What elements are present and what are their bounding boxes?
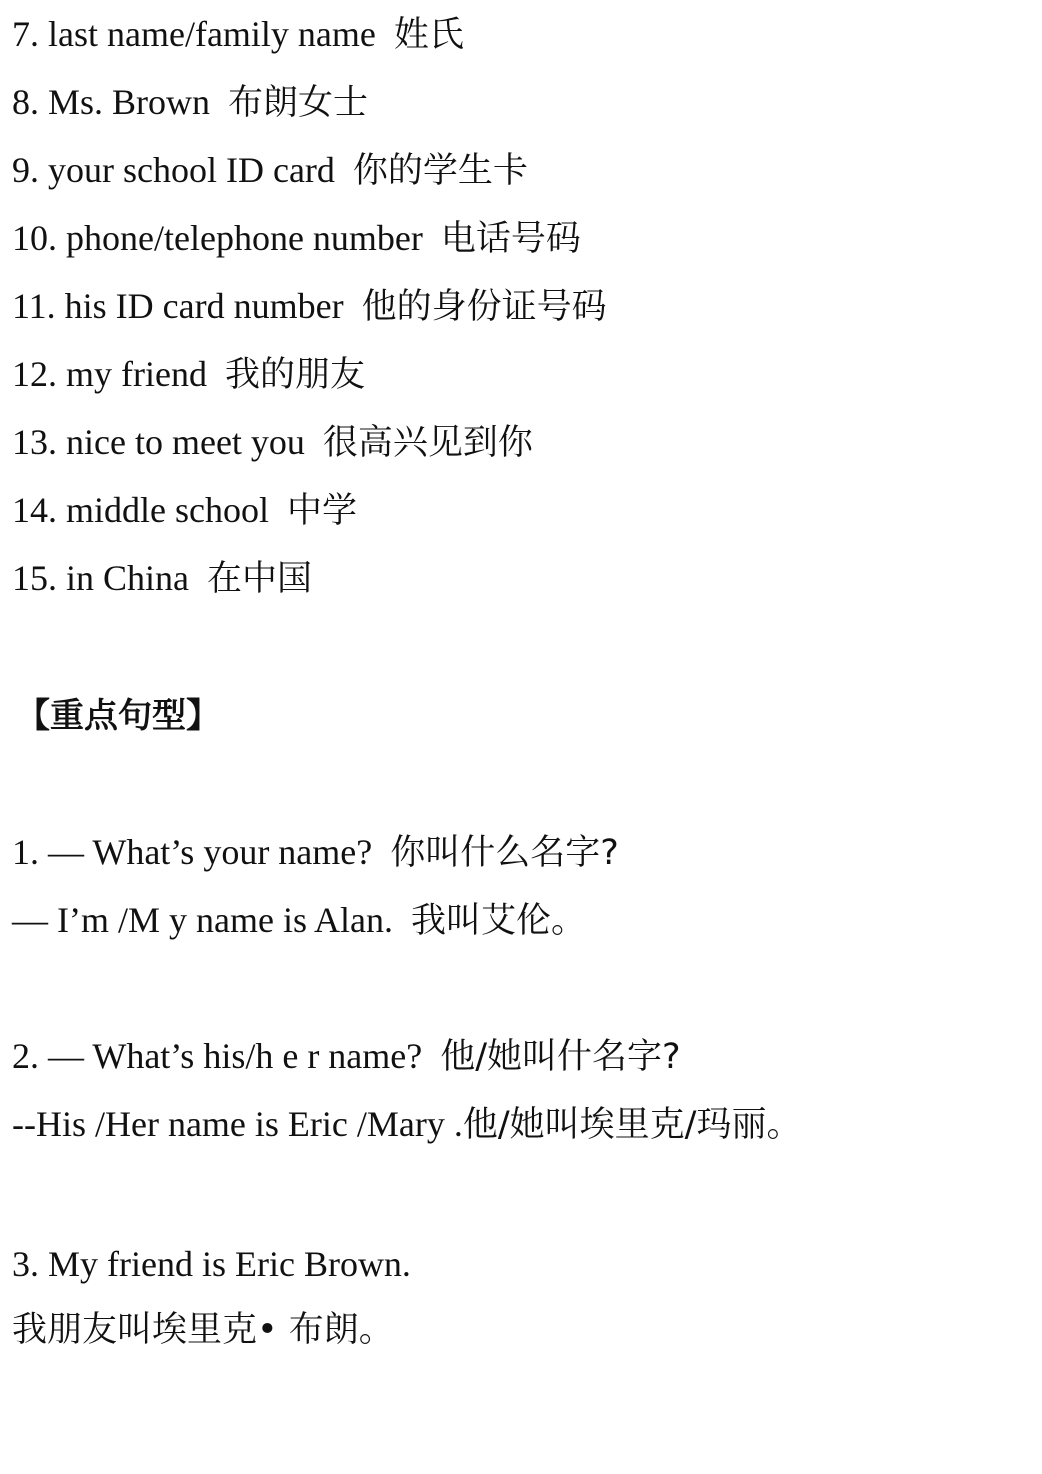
sentence-3-english xyxy=(12,1242,411,1286)
vocab-en: 13. nice to meet you xyxy=(12,422,305,462)
section-heading: 【重点句型】 xyxy=(16,696,220,736)
vocab-item-13 xyxy=(12,420,533,465)
sentence-en: — I’m /M y name is Alan. xyxy=(12,900,393,940)
vocab-en: 15. in China xyxy=(12,558,189,598)
sentence-zh: 我叫艾伦。 xyxy=(410,901,586,941)
vocab-item-11 xyxy=(12,284,607,329)
vocab-item-14 xyxy=(12,488,357,533)
vocab-zh: 你的学生卡 xyxy=(352,151,528,191)
sentence-en: --His /Her name is Eric /Mary . xyxy=(12,1104,463,1144)
vocab-en: 7. last name/family name xyxy=(12,14,376,54)
sentence-zh: 你叫什么名字? xyxy=(390,833,619,873)
vocab-item-9 xyxy=(12,148,528,193)
vocab-item-15 xyxy=(12,556,312,601)
vocab-zh: 很高兴见到你 xyxy=(322,423,533,463)
sentence-1-answer xyxy=(12,898,586,943)
vocab-zh: 我的朋友 xyxy=(224,355,365,395)
vocab-en: 9. your school ID card xyxy=(12,150,335,190)
sentence-zh: 他/她叫什名字? xyxy=(440,1037,681,1077)
vocab-en: 8. Ms. Brown xyxy=(12,82,211,122)
sentence-1-question xyxy=(12,830,619,875)
vocab-item-10 xyxy=(12,216,581,261)
vocab-en: 14. middle school xyxy=(12,490,269,530)
sentence-zh: 他/她叫埃里克/玛丽。 xyxy=(462,1105,802,1145)
vocab-item-7 xyxy=(12,12,464,57)
vocab-zh: 布朗女士 xyxy=(228,83,369,123)
sentence-2-question xyxy=(12,1034,681,1079)
sentence-2-answer xyxy=(12,1102,801,1147)
sentence-en: 1. — What’s your name? xyxy=(12,832,373,872)
vocab-zh: 在中国 xyxy=(207,559,313,599)
sentence-en: 2. — What’s his/h e r name? xyxy=(12,1036,423,1076)
vocab-en: 12. my friend xyxy=(12,354,207,394)
vocab-en: 11. his ID card number xyxy=(12,286,344,326)
vocab-zh: 他的身份证号码 xyxy=(361,287,607,327)
vocab-zh: 姓氏 xyxy=(393,15,464,55)
vocab-zh: 电话号码 xyxy=(440,219,581,259)
vocab-item-12 xyxy=(12,352,365,397)
vocab-en: 10. phone/telephone number xyxy=(12,218,423,258)
vocab-zh: 中学 xyxy=(286,491,357,531)
sentence-en: 3. My friend is Eric Brown. xyxy=(12,1244,411,1284)
vocab-item-8 xyxy=(12,80,368,125)
sentence-3-chinese: 我朋友叫埃里克• 布朗。 xyxy=(12,1310,394,1350)
